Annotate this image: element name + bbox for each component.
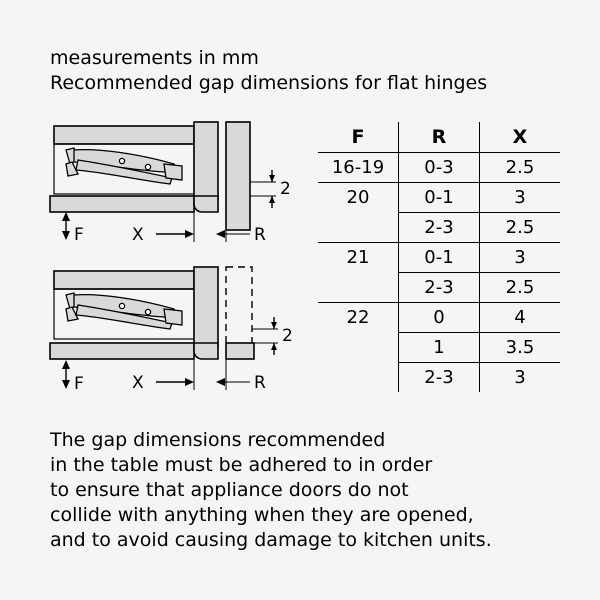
- f-arrow-head-up: [62, 212, 70, 221]
- cell-x: 2.5: [480, 213, 561, 243]
- cabinet-top-panel: [54, 271, 194, 289]
- cell-r: 0: [399, 303, 480, 333]
- gap-dimensions-table-area: [318, 122, 560, 392]
- cell-r: 2-3: [399, 273, 480, 303]
- footer-line-1: The gap dimensions recommended: [50, 429, 386, 451]
- cell-r: 0-3: [399, 153, 480, 183]
- gap-arrow-down-head: [269, 196, 275, 203]
- cell-x: 3.5: [480, 333, 561, 363]
- hinge-mechanism: [66, 293, 182, 329]
- f-label-bottom: F: [74, 374, 84, 394]
- x-label-top: X: [132, 225, 144, 245]
- table-header-x: X: [480, 122, 561, 153]
- cell-x: 2.5: [480, 153, 561, 183]
- table-row: [318, 153, 560, 183]
- f-arrow-head-up: [62, 360, 70, 369]
- footer-line-2: in the table must be adhered to in order: [50, 454, 433, 476]
- door-panel: [194, 267, 218, 347]
- cell-r: 1: [399, 333, 480, 363]
- table-header-row: [318, 122, 560, 153]
- hinge-mechanism: [66, 148, 182, 184]
- table-row: [318, 303, 560, 333]
- appliance-door: [50, 343, 194, 359]
- table-header-f: F: [318, 122, 399, 153]
- table-header-r: R: [399, 122, 480, 153]
- appliance-door: [50, 196, 194, 212]
- cabinet-top-panel: [54, 126, 194, 144]
- header-line-2: Recommended gap dimensions for flat hinges: [50, 72, 488, 94]
- door-panel: [194, 122, 218, 200]
- cell-r: 0-1: [399, 183, 480, 213]
- hinge-diagram-bottom-svg: [44, 265, 304, 400]
- table-row: [318, 333, 560, 363]
- cell-f: [318, 363, 399, 393]
- cell-f: [318, 333, 399, 363]
- header-line-1: measurements in mm: [50, 47, 259, 69]
- table-row: [318, 273, 560, 303]
- door-corner-detail: [194, 343, 218, 359]
- x-arrow-head: [185, 230, 194, 238]
- cell-f: 22: [318, 303, 399, 333]
- cell-r: 2-3: [399, 363, 480, 393]
- gap-arrow-up-head: [271, 322, 277, 329]
- table-row: [318, 363, 560, 393]
- x-arrow-head: [185, 378, 194, 386]
- gap-arrow-down-head: [271, 343, 277, 350]
- gap-label-bottom: 2: [282, 326, 293, 346]
- furniture-front-panel: [226, 122, 250, 230]
- hinge-diagram-top-svg: [44, 120, 304, 250]
- table-row: [318, 183, 560, 213]
- footer-line-5: and to avoid causing damage to kitchen units.: [50, 529, 492, 551]
- hinge-diagram-bottom: [44, 265, 304, 395]
- cell-x: 2.5: [480, 273, 561, 303]
- gap-label-top: 2: [280, 179, 291, 199]
- r-arrow-head: [216, 230, 225, 238]
- cell-x: 3: [514, 247, 526, 268]
- gap-dimensions-table: [318, 122, 560, 392]
- cell-f: 20: [318, 183, 399, 213]
- cell-f: [318, 273, 399, 303]
- x-label-bottom: X: [132, 373, 144, 393]
- table-row: [318, 243, 560, 273]
- r-arrow-head: [216, 378, 225, 386]
- r-label-bottom: R: [254, 373, 266, 393]
- cell-f: 21: [318, 243, 399, 273]
- door-corner-detail: [194, 196, 218, 212]
- gap-arrow-up-head: [269, 175, 275, 182]
- cell-x: 3: [480, 363, 561, 393]
- cell-r: 2-3: [399, 213, 480, 243]
- cell-r: 0-1: [399, 243, 480, 273]
- footer-line-4: collide with anything when they are opened,: [50, 504, 474, 526]
- footer-line-3: to ensure that appliance doors do not: [50, 479, 409, 501]
- f-arrow-head-down: [62, 231, 70, 240]
- hinge-diagrams: [44, 120, 304, 400]
- cell-f: [318, 213, 399, 243]
- cell-x: 3: [514, 187, 526, 208]
- footer-text: [50, 428, 590, 553]
- adjacent-panel: [226, 343, 254, 359]
- f-arrow-head-down: [62, 380, 70, 389]
- hinge-diagram-top: [44, 120, 304, 250]
- table-row: [318, 213, 560, 243]
- cell-f: 16-19: [318, 153, 399, 183]
- cell-x: 4: [514, 307, 526, 328]
- header-text: [50, 46, 570, 96]
- r-label-top: R: [254, 225, 266, 245]
- f-label-top: F: [74, 225, 84, 245]
- furniture-front-outline-dashed: [226, 267, 252, 345]
